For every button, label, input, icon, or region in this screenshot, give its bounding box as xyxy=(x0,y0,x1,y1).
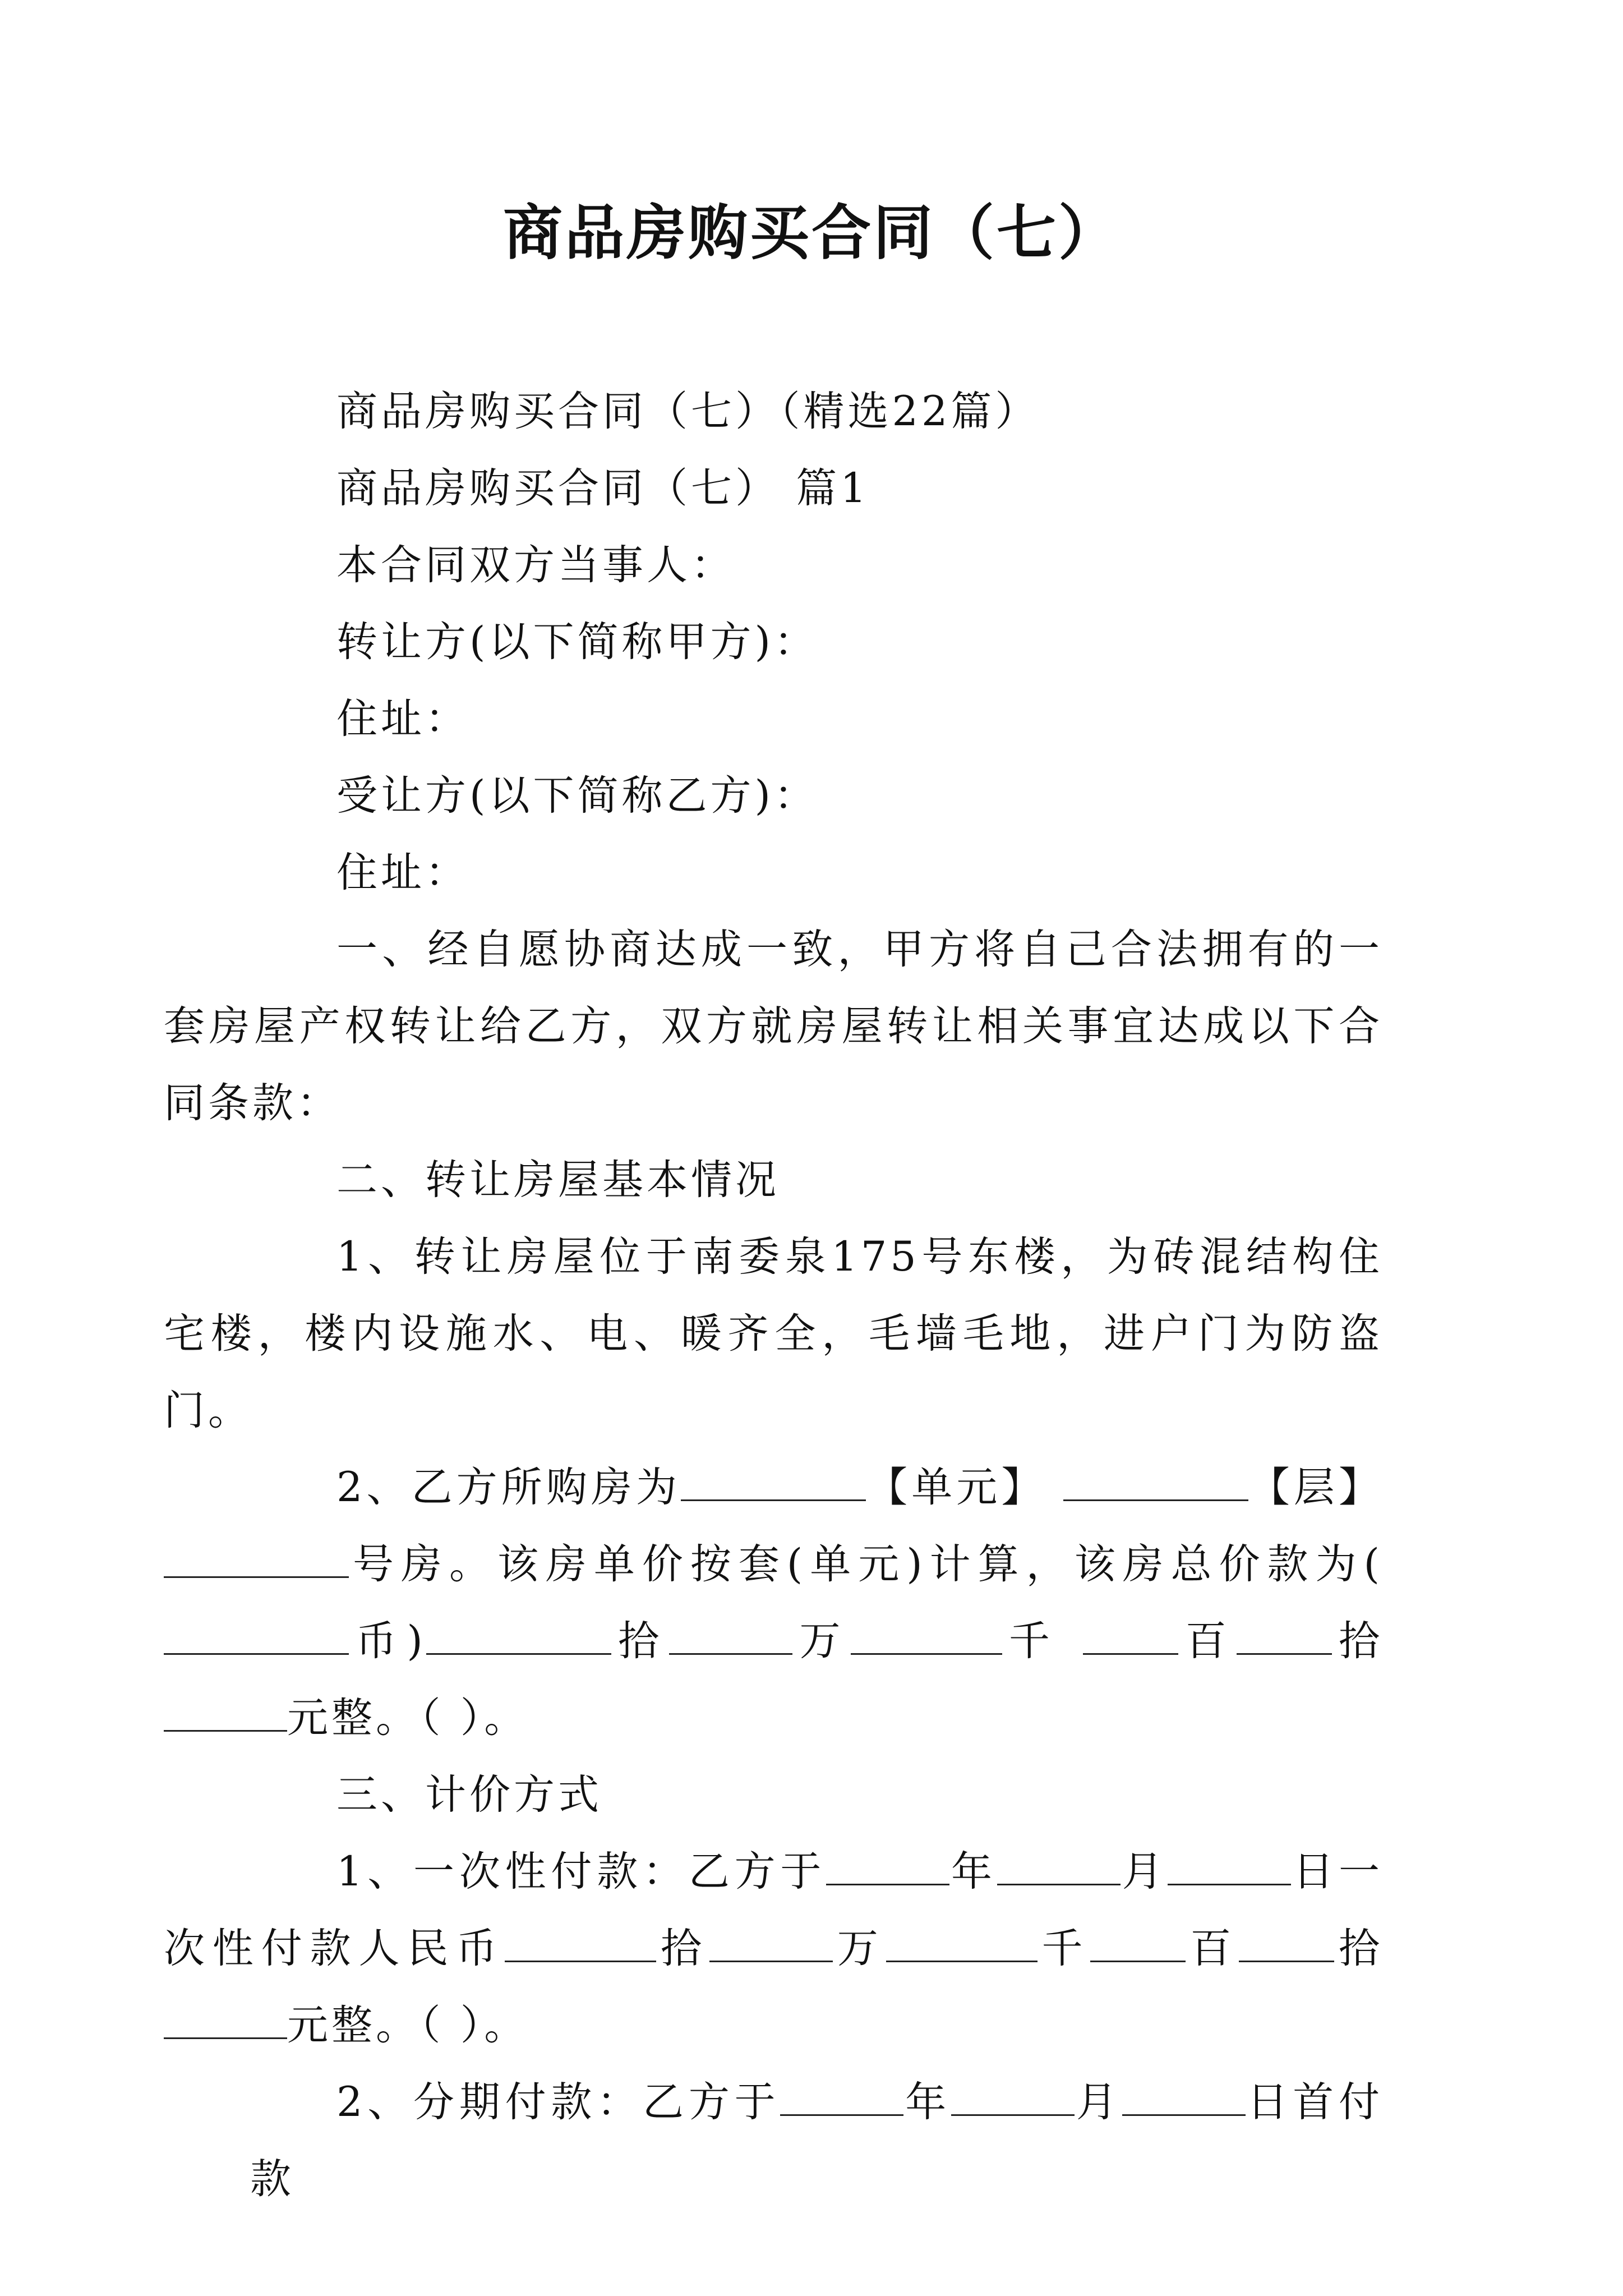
paragraph-clause-1: 一、经自愿协商达成一致，甲方将自己合法拥有的一套房屋产权转让给乙方，双方就房屋转让相关事宜达成以下合同条款： xyxy=(164,926,1383,1127)
clause-text: 百 xyxy=(1178,1617,1237,1665)
blank-line xyxy=(886,1924,1038,1962)
clause-text: 【单元】 xyxy=(866,1464,1046,1511)
blank-line xyxy=(1237,1616,1332,1655)
blank-line xyxy=(426,1616,611,1655)
clause-text: 年 xyxy=(903,2078,952,2126)
paragraph-subtitle: 商品房购买合同（七）（精选22篇） xyxy=(336,388,1040,435)
paragraph-part-heading: 商品房购买合同（七） 篇1 xyxy=(336,464,870,512)
clause-text: 月 xyxy=(1120,1848,1168,1895)
clause-text: 拾 xyxy=(1331,1617,1384,1665)
blank-line xyxy=(780,2077,903,2116)
clause-text: 百 xyxy=(1186,1925,1239,1972)
blank-line xyxy=(951,2077,1075,2116)
blank-line xyxy=(681,1462,866,1501)
paragraph-clause-3-1 xyxy=(164,1833,1383,2064)
blank-line xyxy=(709,1924,833,1962)
paragraph-clause-2-1: 1、转让房屋位于南委泉175号东楼，为砖混结构住宅楼，楼内设施水、电、暖齐全，毛墙毛地，进户门为防盗门。 xyxy=(164,1233,1383,1434)
clause-text: 千 xyxy=(1002,1617,1061,1665)
clause-text: 1、一次性付款：乙方于 xyxy=(336,1848,827,1895)
blank-line xyxy=(851,1616,1002,1655)
blank-line xyxy=(1168,1847,1291,1885)
clause-text: 2、分期付款：乙方于 xyxy=(336,2078,781,2126)
blank-line xyxy=(164,1539,349,1578)
paragraph-clause-3-2 xyxy=(250,2064,1383,2217)
clause-text: 号房。该房单价按套(单元)计算，该房总价款为( xyxy=(349,1540,1383,1588)
paragraph-transferee-address: 住址： xyxy=(336,849,469,896)
blank-line xyxy=(997,1847,1121,1885)
blank-line xyxy=(1122,2077,1246,2116)
clause-text: 千 xyxy=(1037,1925,1091,1972)
paragraph-transferor: 转让方(以下简称甲方)： xyxy=(336,618,818,666)
paragraph-transferee: 受让方(以下简称乙方)： xyxy=(336,772,818,820)
paragraph-transferor-address: 住址： xyxy=(336,695,469,743)
blank-line xyxy=(1239,1924,1334,1962)
paragraph-section-2: 二、转让房屋基本情况 xyxy=(336,1156,780,1204)
blank-line xyxy=(164,2000,287,2039)
clause-text: 月 xyxy=(1075,2078,1122,2126)
blank-line xyxy=(1090,1924,1186,1962)
blank-line xyxy=(826,1847,949,1885)
blank-line xyxy=(505,1924,656,1962)
blank-line xyxy=(164,1616,349,1655)
clause-text: 日首付款 xyxy=(250,2078,1383,2203)
clause-text: 【层】 xyxy=(1248,1464,1383,1511)
clause-text: 万 xyxy=(832,1925,886,1972)
document-body xyxy=(164,373,1384,2217)
paragraph-parties: 本合同双方当事人： xyxy=(336,541,735,589)
clause-text: 拾 xyxy=(656,1925,709,1972)
clause-text: 2、乙方所购房为 xyxy=(336,1464,681,1511)
paragraph-clause-2-2 xyxy=(164,1449,1383,1756)
document-title: 商品房购买合同（七） xyxy=(503,197,1120,268)
blank-line xyxy=(669,1616,792,1655)
clause-text: 年 xyxy=(949,1848,997,1895)
clause-text: 拾 xyxy=(1334,1925,1383,1972)
clause-text: 万 xyxy=(792,1617,851,1665)
blank-line xyxy=(1063,1462,1248,1501)
clause-text: 拾 xyxy=(611,1617,670,1665)
clause-text: 日一次性付款人民币 xyxy=(164,1848,1383,1972)
clause-text: 元整。（ ）。 xyxy=(287,1694,529,1742)
clause-text: 元整。（ ）。 xyxy=(287,2001,529,2049)
blank-line xyxy=(1083,1616,1178,1655)
paragraph-section-3: 三、计价方式 xyxy=(336,1771,602,1819)
blank-line xyxy=(164,1693,287,1732)
clause-text: 币) xyxy=(349,1617,426,1665)
